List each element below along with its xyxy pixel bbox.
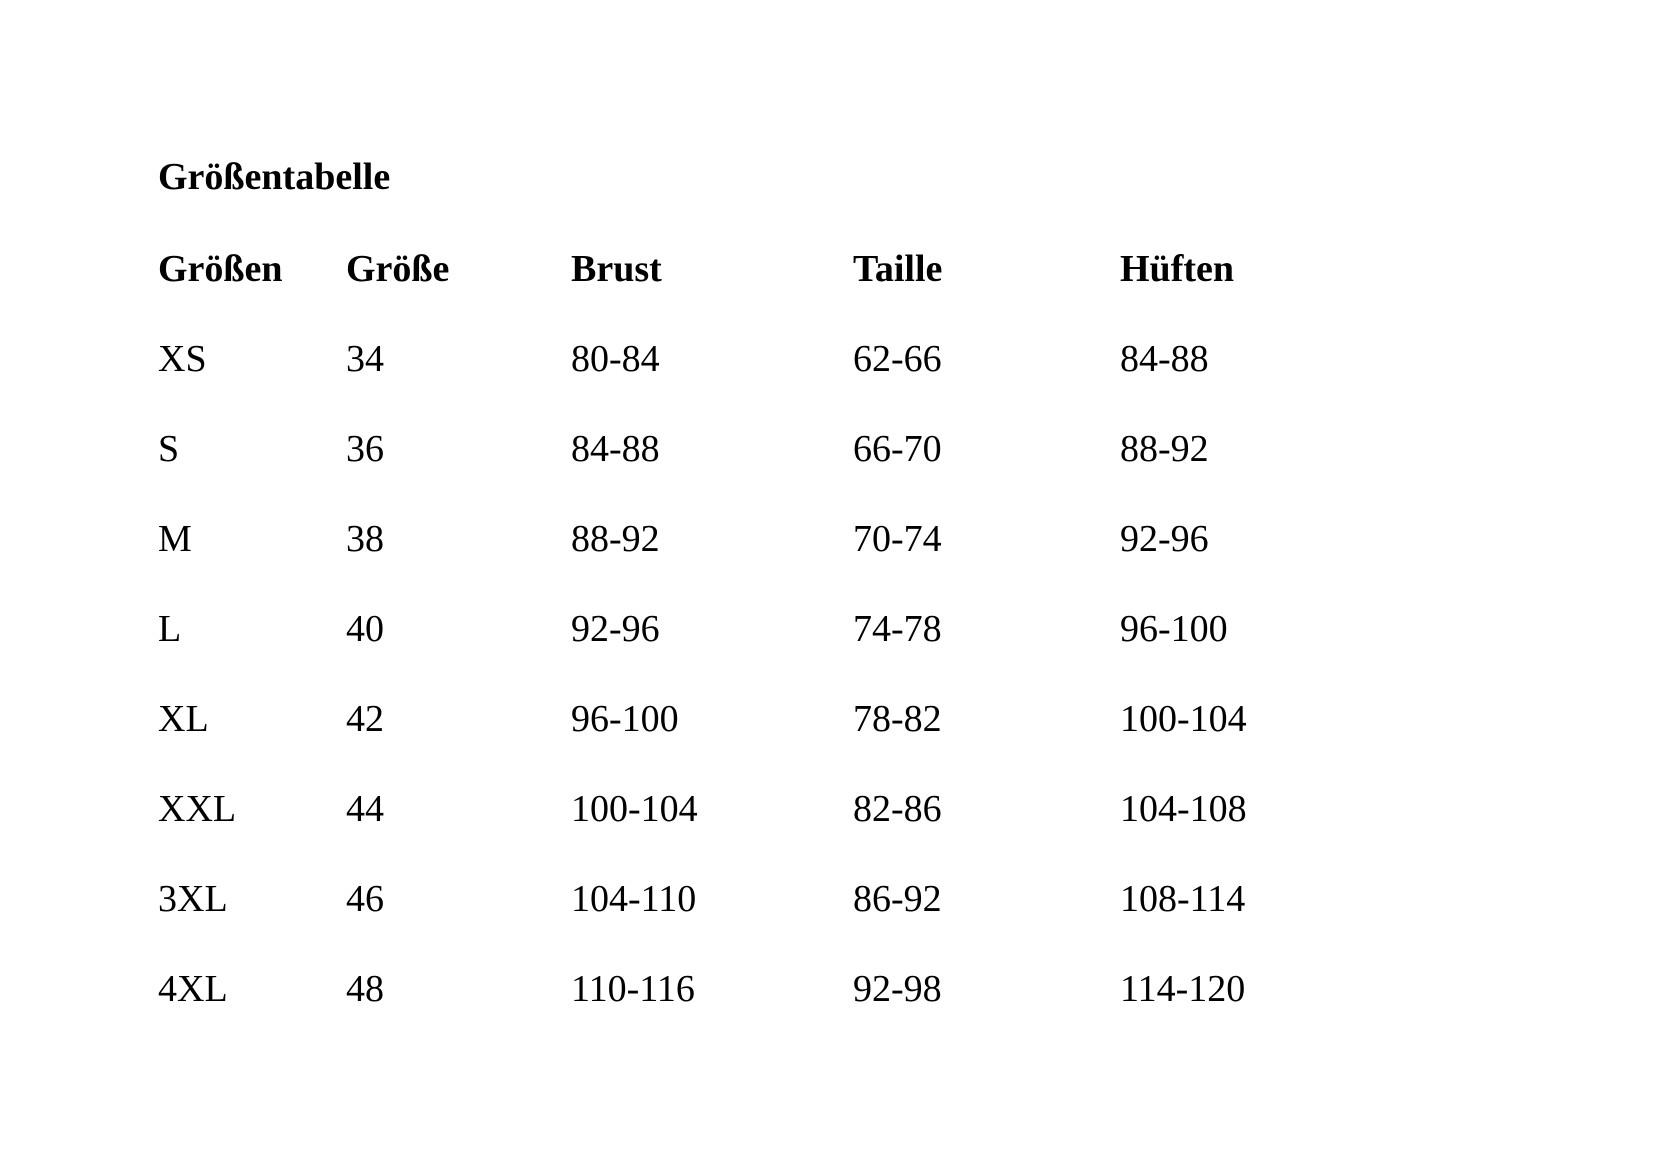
cell-waist: 62-66 (853, 338, 942, 380)
header-groessen: Größen (158, 248, 283, 290)
cell-size-number: 42 (346, 698, 384, 740)
cell-size-label: S (158, 428, 180, 470)
cell-waist: 66-70 (853, 428, 942, 470)
cell-waist: 70-74 (853, 518, 942, 560)
header-groesse: Größe (346, 248, 450, 290)
cell-chest: 96-100 (571, 698, 679, 740)
cell-chest: 88-92 (571, 518, 660, 560)
cell-hips: 100-104 (1120, 698, 1247, 740)
cell-size-label: XS (158, 338, 207, 380)
cell-hips: 92-96 (1120, 518, 1209, 560)
cell-chest: 104-110 (571, 878, 697, 920)
cell-chest: 84-88 (571, 428, 660, 470)
header-taille: Taille (853, 248, 943, 290)
table-row (0, 790, 1654, 840)
cell-size-label: XXL (158, 788, 237, 830)
cell-hips: 108-114 (1120, 878, 1246, 920)
cell-size-number: 36 (346, 428, 384, 470)
cell-hips: 96-100 (1120, 608, 1228, 650)
cell-chest: 80-84 (571, 338, 660, 380)
table-header-row (0, 250, 1654, 300)
cell-hips: 104-108 (1120, 788, 1247, 830)
table-row (0, 880, 1654, 930)
cell-waist: 78-82 (853, 698, 942, 740)
cell-size-number: 38 (346, 518, 384, 560)
cell-waist: 82-86 (853, 788, 942, 830)
table-row (0, 700, 1654, 750)
cell-hips: 114-120 (1120, 968, 1246, 1010)
table-row (0, 340, 1654, 390)
cell-size-number: 48 (346, 968, 384, 1010)
cell-waist: 92-98 (853, 968, 942, 1010)
cell-size-label: 3XL (158, 878, 228, 920)
cell-waist: 74-78 (853, 608, 942, 650)
cell-size-number: 44 (346, 788, 384, 830)
cell-size-number: 46 (346, 878, 384, 920)
header-hueften: Hüften (1120, 248, 1234, 290)
cell-size-label: M (158, 518, 192, 560)
cell-size-label: 4XL (158, 968, 228, 1010)
cell-size-number: 34 (346, 338, 384, 380)
table-row (0, 520, 1654, 570)
table-row (0, 430, 1654, 480)
cell-size-label: L (158, 608, 182, 650)
cell-waist: 86-92 (853, 878, 942, 920)
header-brust: Brust (571, 248, 662, 290)
cell-chest: 100-104 (571, 788, 698, 830)
cell-size-number: 40 (346, 608, 384, 650)
cell-size-label: XL (158, 698, 209, 740)
cell-chest: 92-96 (571, 608, 660, 650)
document-title: Größentabelle (158, 156, 391, 198)
cell-hips: 84-88 (1120, 338, 1209, 380)
table-row (0, 970, 1654, 1020)
table-row (0, 610, 1654, 660)
cell-hips: 88-92 (1120, 428, 1209, 470)
cell-chest: 110-116 (571, 968, 695, 1010)
